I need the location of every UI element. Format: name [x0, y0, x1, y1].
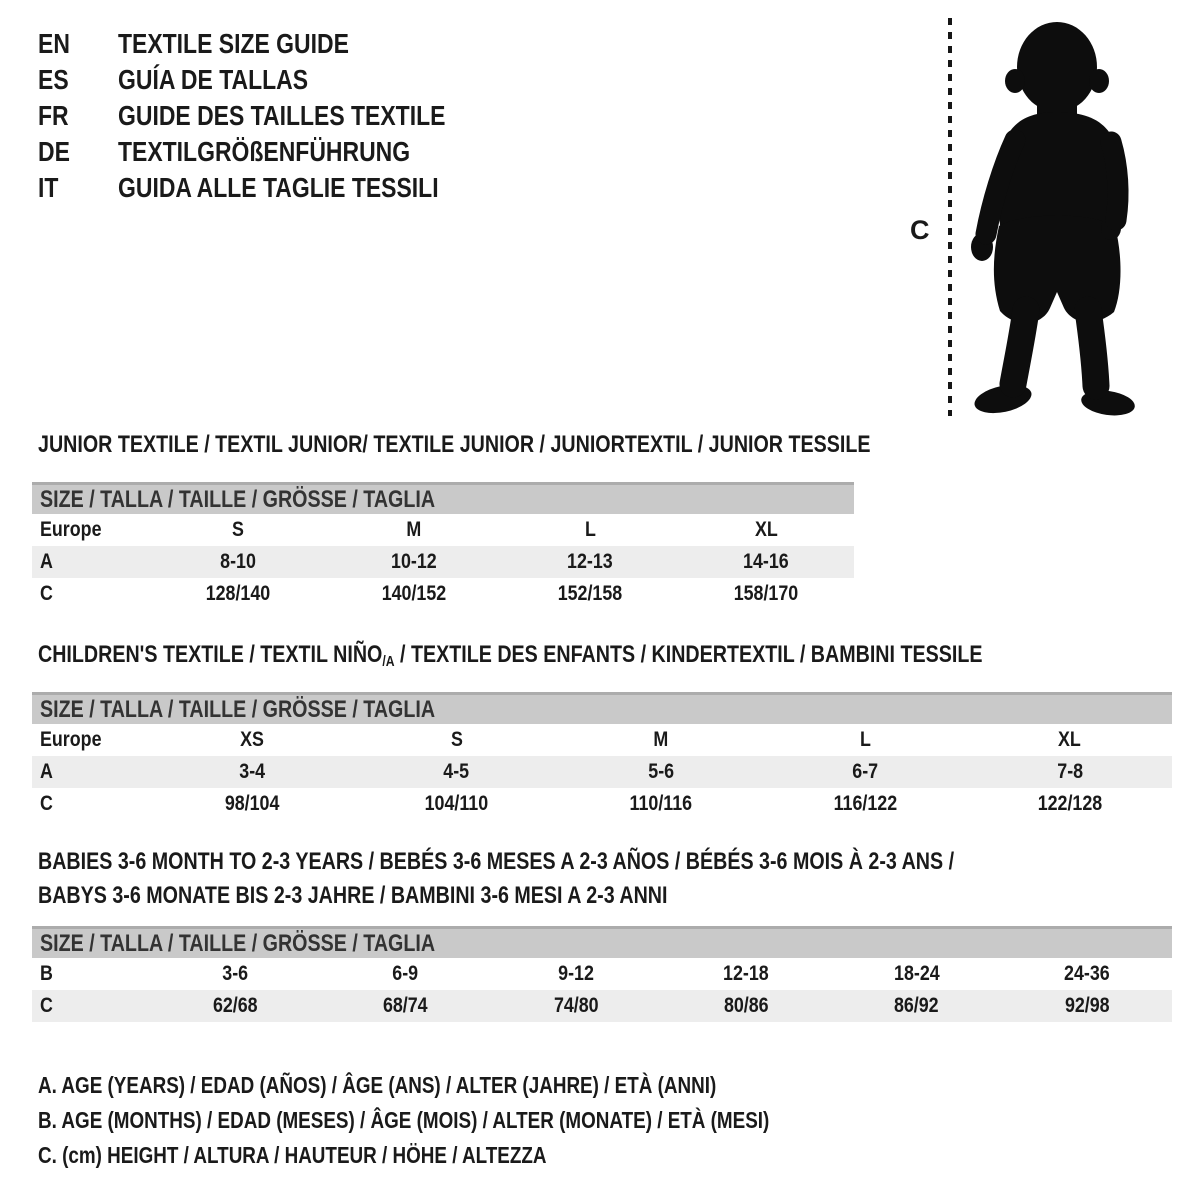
size-cell: 14-16 [743, 550, 789, 573]
size-header-band: SIZE / TALLA / TAILLE / GRÖSSE / TAGLIA [32, 926, 1172, 958]
size-cell: 12-13 [567, 550, 613, 573]
language-code: IT [38, 172, 59, 203]
size-table-babies [32, 926, 1172, 1022]
height-marker-label: C [910, 215, 930, 245]
size-cell: 62/68 [212, 994, 258, 1017]
size-cell: 74/80 [553, 994, 599, 1017]
table-row-age-years [32, 756, 1172, 788]
table-row-europe [32, 724, 1172, 756]
size-cell: XL [754, 518, 778, 541]
size-cell: 3-6 [222, 962, 249, 985]
size-cell: L [859, 728, 871, 751]
table-row-age-months [32, 958, 1172, 990]
table-row-age-years [32, 546, 854, 578]
row-label: C [40, 582, 53, 605]
size-header-band: SIZE / TALLA / TAILLE / GRÖSSE / TAGLIA [32, 482, 854, 514]
size-cell: 6-7 [852, 760, 879, 783]
babies-title-line-1: BABIES 3-6 MONTH TO 2-3 YEARS / BEBÉS 3-6 MESES A 2-3 AÑOS / BÉBÉS 3-6 MOIS À 2-3 ANS / [38, 848, 955, 875]
language-code: FR [38, 100, 69, 131]
section-title-junior: JUNIOR TEXTILE / TEXTIL JUNIOR/ TEXTILE JUNIOR / JUNIORTEXTIL / JUNIOR TESSILE [38, 431, 871, 458]
row-label: A [40, 550, 53, 573]
measurement-legend [38, 1068, 930, 1173]
size-cell: M [406, 518, 422, 541]
size-header-band: SIZE / TALLA / TAILLE / GRÖSSE / TAGLIA [32, 692, 1172, 724]
size-cell: 12-18 [723, 962, 769, 985]
language-code: DE [38, 136, 70, 167]
row-label: B [40, 962, 53, 985]
size-cell: 86/92 [894, 994, 939, 1017]
size-cell: 128/140 [205, 582, 271, 605]
language-row-fr [38, 98, 517, 134]
size-cell: 92/98 [1064, 994, 1110, 1017]
table-row-europe [32, 514, 854, 546]
size-cell: 24-36 [1063, 962, 1110, 985]
size-cell: S [450, 728, 463, 751]
size-cell: 110/116 [629, 792, 693, 815]
size-cell: 5-6 [648, 760, 674, 783]
size-cell: 9-12 [557, 962, 594, 985]
size-cell: 7-8 [1056, 760, 1083, 783]
language-row-it [38, 170, 517, 206]
size-table-junior [32, 482, 854, 610]
section-title-children: CHILDREN'S TEXTILE / TEXTIL NIÑO/A / TEXTILE DES ENFANTS / KINDERTEXTIL / BAMBINI TESSILE [38, 641, 983, 671]
row-label: A [40, 760, 53, 783]
table-row-height [32, 990, 1172, 1022]
language-title: GUIDE DES TAILLES TEXTILE [118, 100, 446, 131]
size-cell: 122/128 [1037, 792, 1103, 815]
language-title: TEXTILGRÖßENFÜHRUNG [118, 136, 411, 167]
size-cell: XL [1058, 728, 1082, 751]
size-cell: 98/104 [224, 792, 280, 815]
legend-line-c: C. (cm) HEIGHT / ALTURA / HAUTEUR / HÖHE / ALTEZZA [38, 1142, 547, 1168]
row-label: C [40, 792, 53, 815]
table-row-height [32, 578, 854, 610]
language-title: GUIDA ALLE TAGLIE TESSILI [118, 172, 439, 203]
nino-a-subscript: /A [382, 654, 395, 671]
size-cell: L [584, 518, 596, 541]
legend-line-a: A. AGE (YEARS) / EDAD (AÑOS) / ÂGE (ANS) / ALTER (JAHRE) / ETÀ (ANNI) [38, 1072, 717, 1098]
size-table-children [32, 692, 1172, 820]
babies-title-line-2: BABYS 3-6 MONATE BIS 2-3 JAHRE / BAMBINI 3-6 MESI A 2-3 ANNI [38, 882, 668, 909]
language-row-de [38, 134, 517, 170]
size-cell: 3-4 [239, 760, 266, 783]
size-cell: 10-12 [391, 550, 437, 573]
language-title-list [38, 26, 517, 206]
size-cell: 116/122 [833, 792, 898, 815]
language-code: ES [38, 64, 69, 95]
language-code: EN [38, 28, 70, 59]
size-cell: 18-24 [893, 962, 940, 985]
size-cell: 158/170 [733, 582, 799, 605]
size-cell: 140/152 [381, 582, 447, 605]
size-cell: M [653, 728, 669, 751]
height-dashed-line [948, 18, 952, 416]
size-cell: 152/158 [557, 582, 623, 605]
size-cell: 104/110 [424, 792, 489, 815]
size-cell: 6-9 [392, 962, 419, 985]
row-label: Europe [40, 518, 102, 541]
size-cell: XS [240, 728, 265, 751]
language-row-es [38, 62, 517, 98]
size-cell: 68/74 [383, 994, 428, 1017]
language-title: GUÍA DE TALLAS [118, 64, 309, 95]
size-cell: 80/86 [723, 994, 769, 1017]
language-row-en [38, 26, 517, 62]
size-cell: 4-5 [443, 760, 470, 783]
row-label: Europe [40, 728, 102, 751]
toddler-silhouette-icon [965, 14, 1137, 418]
section-title-babies [38, 845, 1155, 913]
legend-line-b: B. AGE (MONTHS) / EDAD (MESES) / ÂGE (MOIS) / ALTER (MONATE) / ETÀ (MESI) [38, 1107, 770, 1133]
size-cell: 8-10 [220, 550, 256, 573]
size-cell: S [232, 518, 244, 541]
table-row-height [32, 788, 1172, 820]
row-label: C [40, 994, 53, 1017]
language-title: TEXTILE SIZE GUIDE [118, 28, 349, 59]
